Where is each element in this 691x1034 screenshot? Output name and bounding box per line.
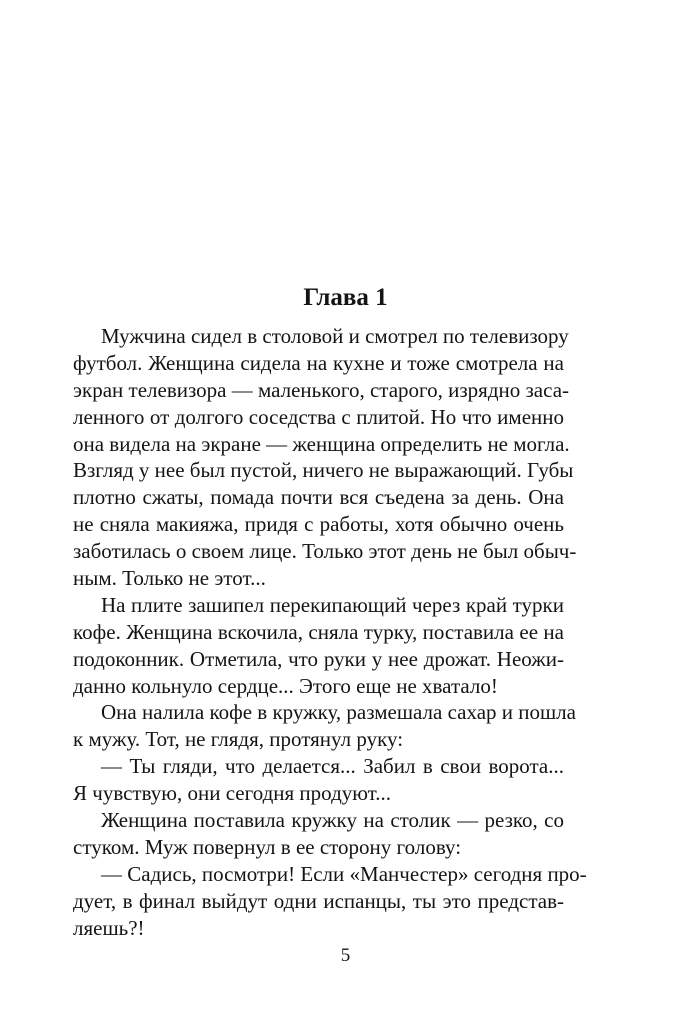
text-line: кофе. Женщина вскочила, сняла турку, поставила ее на: [73, 619, 564, 644]
page-number: 5: [340, 945, 351, 966]
text-line: — Садись, посмотри! Если «Манчестер» сегодня про-: [101, 861, 587, 886]
chapter-title: Глава 1: [303, 284, 388, 311]
text-line: данно кольнуло сердце... Этого еще не хватало!: [73, 673, 498, 698]
text-line: На плите зашипел перекипающий через край турки: [101, 592, 564, 617]
text-line: Женщина поставила кружку на столик — резко, со: [101, 808, 564, 833]
text-line: ленного от долгого соседства с плитой. Но что именно: [73, 404, 564, 429]
paragraph: [73, 753, 564, 807]
text-line: не сняла макияжа, придя с работы, хотя обычно очень: [73, 512, 564, 537]
text-line: плотно сжаты, помада почти вся съедена за день. Она: [73, 485, 564, 510]
text-line: Взгляд у нее был пустой, ничего не выражающий. Губы: [73, 458, 574, 483]
text-line: футбол. Женщина сидела на кухне и тоже смотрела на: [73, 350, 564, 375]
text-line: подоконник. Отметила, что руки у нее дрожат. Неожи-: [73, 646, 564, 671]
text-line: заботилась о своем лице. Только этот день не был обыч-: [73, 539, 577, 564]
text-line: экран телевизора — маленького, старого, изрядно заса-: [73, 377, 570, 402]
paragraph: [73, 807, 564, 861]
text-line: стуком. Муж повернул в ее сторону голову:: [73, 834, 462, 859]
paragraph: [73, 861, 587, 942]
text-line: ляешь?!: [73, 915, 145, 940]
text-line: ным. Только не этот...: [73, 566, 266, 591]
chapter-text: [73, 323, 587, 941]
paragraph: [73, 592, 564, 700]
text-line: дует, в финал выйдут одни испанцы, ты это представ-: [73, 888, 564, 913]
paragraph: [73, 323, 577, 592]
text-line: к мужу. Тот, не глядя, протянул руку:: [73, 727, 404, 752]
paragraph: [73, 699, 576, 753]
text-line: — Ты гляди, что делается... Забил в свои ворота...: [101, 754, 564, 779]
text-line: Мужчина сидел в столовой и смотрел по телевизору: [101, 324, 569, 348]
text-line: Она налила кофе в кружку, размешала сахар и пошла: [101, 700, 576, 725]
text-line: Я чувствую, они сегодня продуют...: [73, 781, 392, 806]
text-line: она видела на экране — женщина определить не могла.: [73, 431, 570, 456]
